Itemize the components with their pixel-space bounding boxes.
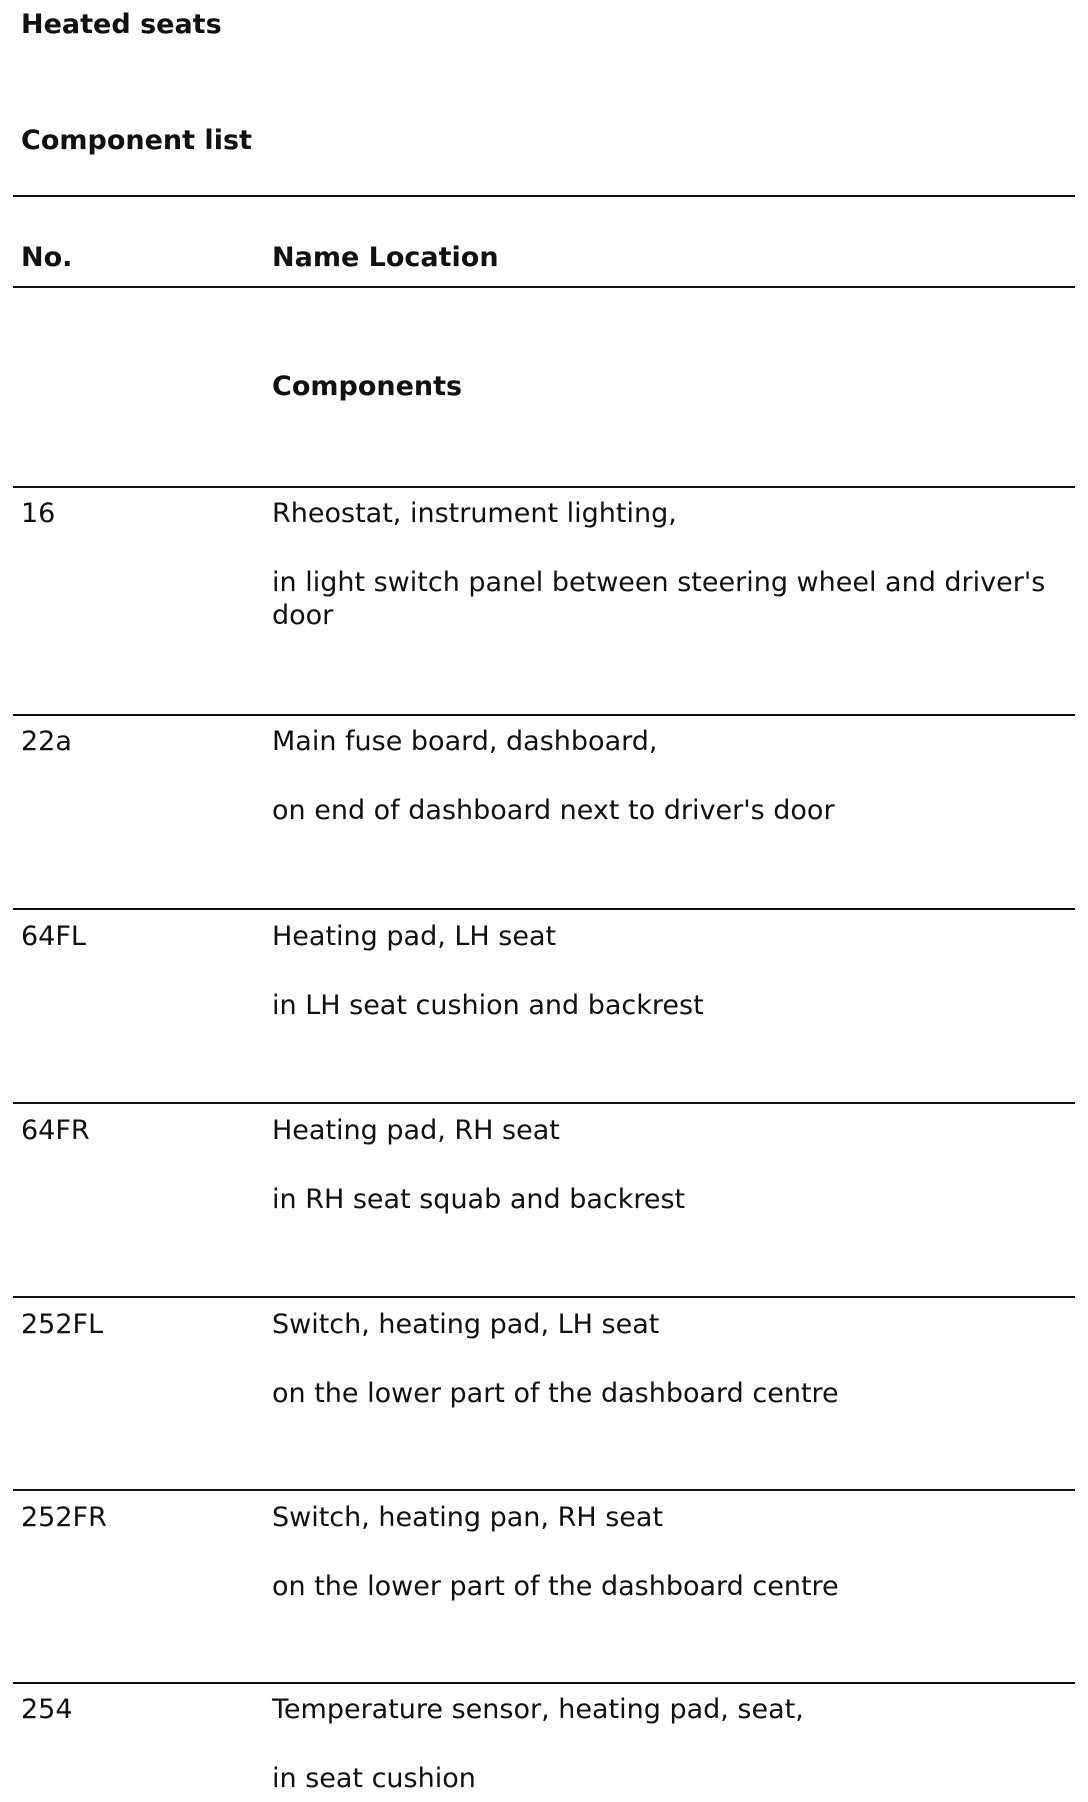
component-number: 64FR [21, 1115, 90, 1146]
component-name: Rheostat, instrument lighting, [272, 498, 677, 529]
row-divider [13, 486, 1075, 488]
component-name: Switch, heating pad, LH seat [272, 1309, 660, 1340]
component-number: 22a [21, 726, 72, 757]
component-location: on the lower part of the dashboard centre [272, 1378, 839, 1409]
component-name: Heating pad, RH seat [272, 1115, 560, 1146]
row-divider [13, 1296, 1075, 1298]
component-number: 64FL [21, 921, 86, 952]
page-title: Heated seats [21, 9, 222, 40]
component-location: in seat cushion [272, 1763, 476, 1794]
row-divider [13, 1682, 1075, 1684]
component-location: in LH seat cushion and backrest [272, 990, 704, 1021]
table-header-row [21, 241, 1071, 281]
component-location: in RH seat squab and backrest [272, 1184, 686, 1215]
components-group-label: Components [272, 371, 463, 402]
table-header-rule [13, 286, 1075, 288]
component-name: Main fuse board, dashboard, [272, 726, 658, 757]
row-divider [13, 714, 1075, 716]
component-number: 16 [21, 498, 56, 529]
row-divider [13, 1102, 1075, 1104]
column-header-no: No. [21, 242, 73, 273]
row-divider [13, 908, 1075, 910]
component-name: Switch, heating pan, RH seat [272, 1502, 664, 1533]
row-divider [13, 1489, 1075, 1491]
section-subtitle: Component list [21, 125, 252, 156]
component-location: in light switch panel between steering wheel and driver's door [272, 567, 1046, 631]
component-number: 252FL [21, 1309, 104, 1340]
component-name: Heating pad, LH seat [272, 921, 557, 952]
component-location: on the lower part of the dashboard centre [272, 1571, 839, 1602]
column-header-name-location: Name Location [272, 242, 499, 273]
component-location: on end of dashboard next to driver's door [272, 795, 835, 826]
table-top-rule [13, 195, 1075, 197]
component-number: 252FR [21, 1502, 107, 1533]
component-name: Temperature sensor, heating pad, seat, [272, 1694, 804, 1725]
component-number: 254 [21, 1694, 73, 1725]
